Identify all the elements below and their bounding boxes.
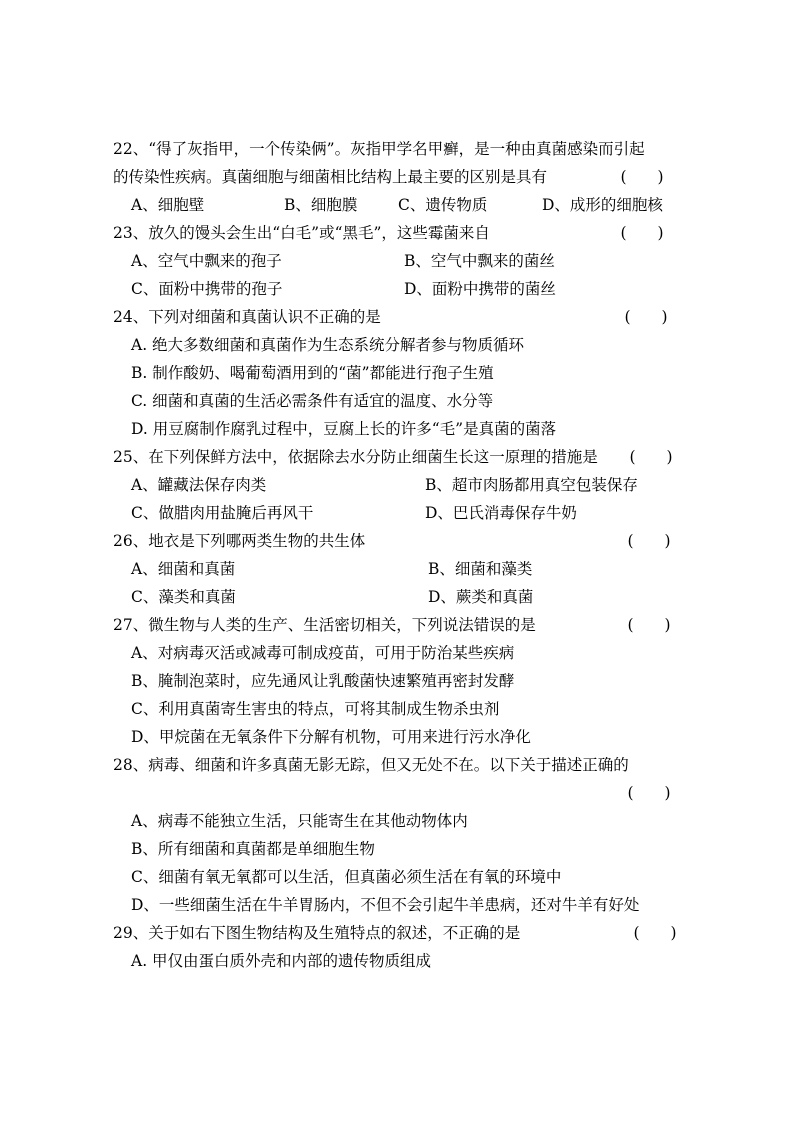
question-29-answer-blank[interactable]: ( ): [633, 924, 677, 942]
question-22-line-1: [0, 135, 794, 163]
question-24-option-a: A. 绝大多数细菌和真菌作为生态系统分解者参与物质循环: [131, 336, 525, 354]
question-23-option-d: D、面粉中携带的菌丝: [404, 280, 556, 298]
question-27-option-c: C、利用真菌寄生害虫的特点，可将其制成生物杀虫剂: [131, 700, 500, 718]
question-29-line-1: [0, 919, 794, 947]
question-26-options-row-1: [0, 555, 794, 583]
question-26-option-a: A、细菌和真菌: [131, 560, 236, 578]
question-27-option-a: A、对病毒灭活或减毒可制成疫苗，可用于防治某些疾病: [131, 644, 515, 662]
question-25-option-c: C、做腊肉用盐腌后再风干: [131, 504, 314, 522]
question-28-option-a: A、病毒不能独立生活，只能寄生在其他动物体内: [131, 812, 468, 830]
question-23-options-row-1: [0, 247, 794, 275]
question-25-option-d: D、巴氏消毒保存牛奶: [425, 504, 577, 522]
question-27-option-c-line: [0, 695, 794, 723]
question-26-options-row-2: [0, 583, 794, 611]
question-26-option-b: B、细菌和藻类: [428, 560, 533, 578]
question-24-option-b-line: [0, 359, 794, 387]
question-24-option-c: C. 细菌和真菌的生活必需条件有适宜的温度、水分等: [131, 392, 494, 410]
question-22-option-d: D、成形的细胞核: [542, 196, 663, 214]
question-23-option-a: A、空气中飘来的孢子: [131, 252, 282, 270]
question-22-line-2: [0, 163, 794, 191]
question-28-option-a-line: [0, 807, 794, 835]
question-22-answer-blank[interactable]: ( ): [620, 168, 664, 186]
question-23-option-b: B、空气中飘来的菌丝: [404, 252, 555, 270]
question-25-options-row-1: [0, 471, 794, 499]
question-27-answer-blank[interactable]: ( ): [627, 616, 671, 634]
question-28-line-1: [0, 751, 794, 779]
question-25-option-b: B、超市肉肠都用真空包装保存: [425, 476, 638, 494]
question-22-stem-line-1: 22、“得了灰指甲，一个传染俩”。灰指甲学名甲癣，是一种由真菌感染而引起: [113, 140, 645, 158]
question-24-option-a-line: [0, 331, 794, 359]
question-23-stem: 23、放久的馒头会生出“白毛”或“黑毛”，这些霉菌来自: [113, 224, 490, 242]
question-27-line-1: [0, 611, 794, 639]
question-26-option-d: D、蕨类和真菌: [428, 588, 534, 606]
question-26-line-1: [0, 527, 794, 555]
question-28-stem: 28、病毒、细菌和许多真菌无影无踪，但又无处不在。以下关于描述正确的: [113, 756, 629, 774]
question-27-option-d: D、甲烷菌在无氧条件下分解有机物，可用来进行污水净化: [131, 728, 531, 746]
question-25-answer-blank[interactable]: ( ): [629, 448, 673, 466]
question-23-answer-blank[interactable]: ( ): [620, 224, 664, 242]
question-29-option-a: A. 甲仅由蛋白质外壳和内部的遗传物质组成: [131, 952, 432, 970]
question-29-stem: 29、关于如右下图生物结构及生殖特点的叙述，不正确的是: [113, 924, 521, 942]
question-24-option-d-line: [0, 415, 794, 443]
question-28-option-c: C、细菌有氧无氧都可以生活，但真菌必须生活在有氧的环境中: [131, 868, 562, 886]
question-28-line-2: [0, 779, 794, 807]
question-28-option-d-line: [0, 891, 794, 919]
question-27-stem: 27、微生物与人类的生产、生活密切相关，下列说法错误的是: [113, 616, 536, 634]
question-22-option-a: A、细胞壁: [131, 196, 205, 214]
question-27-option-d-line: [0, 723, 794, 751]
question-23-line-1: [0, 219, 794, 247]
question-28-option-b: B、所有细菌和真菌都是单细胞生物: [131, 840, 375, 858]
question-26-option-c: C、藻类和真菌: [131, 588, 236, 606]
question-25-line-1: [0, 443, 794, 471]
question-28-option-b-line: [0, 835, 794, 863]
question-25-option-a: A、罐藏法保存肉类: [131, 476, 267, 494]
question-27-option-b-line: [0, 667, 794, 695]
question-29-option-a-line: [0, 947, 794, 975]
question-28-answer-blank[interactable]: ( ): [627, 784, 671, 802]
question-23-option-c: C、面粉中携带的孢子: [131, 280, 283, 298]
question-27-option-a-line: [0, 639, 794, 667]
question-25-stem: 25、在下列保鲜方法中，依据除去水分防止细菌生长这一原理的措施是: [113, 448, 598, 466]
question-22-stem-line-2: 的传染性疾病。真菌细胞与细菌相比结构上最主要的区别是具有: [113, 168, 548, 186]
question-23-options-row-2: [0, 275, 794, 303]
question-28-option-c-line: [0, 863, 794, 891]
question-24-stem: 24、下列对细菌和真菌认识不正确的是: [113, 308, 381, 326]
question-24-answer-blank[interactable]: ( ): [624, 308, 668, 326]
question-24-option-d: D. 用豆腐制作腐乳过程中，豆腐上长的许多“毛”是真菌的菌落: [131, 420, 557, 438]
question-26-stem: 26、地衣是下列哪两类生物的共生体: [113, 532, 366, 550]
question-22-options-row-1: [0, 191, 794, 219]
question-22-option-c: C、遗传物质: [398, 196, 488, 214]
question-24-line-1: [0, 303, 794, 331]
question-28-option-d: D、一些细菌生活在牛羊胃肠内，不但不会引起牛羊患病，还对牛羊有好处: [131, 896, 640, 914]
question-25-options-row-2: [0, 499, 794, 527]
question-22-option-b: B、细胞膜: [284, 196, 358, 214]
question-26-answer-blank[interactable]: ( ): [627, 532, 671, 550]
question-27-option-b: B、腌制泡菜时，应先通风让乳酸菌快速繁殖再密封发酵: [131, 672, 515, 690]
question-24-option-c-line: [0, 387, 794, 415]
question-24-option-b: B. 制作酸奶、喝葡萄酒用到的“菌”都能进行孢子生殖: [131, 364, 494, 382]
